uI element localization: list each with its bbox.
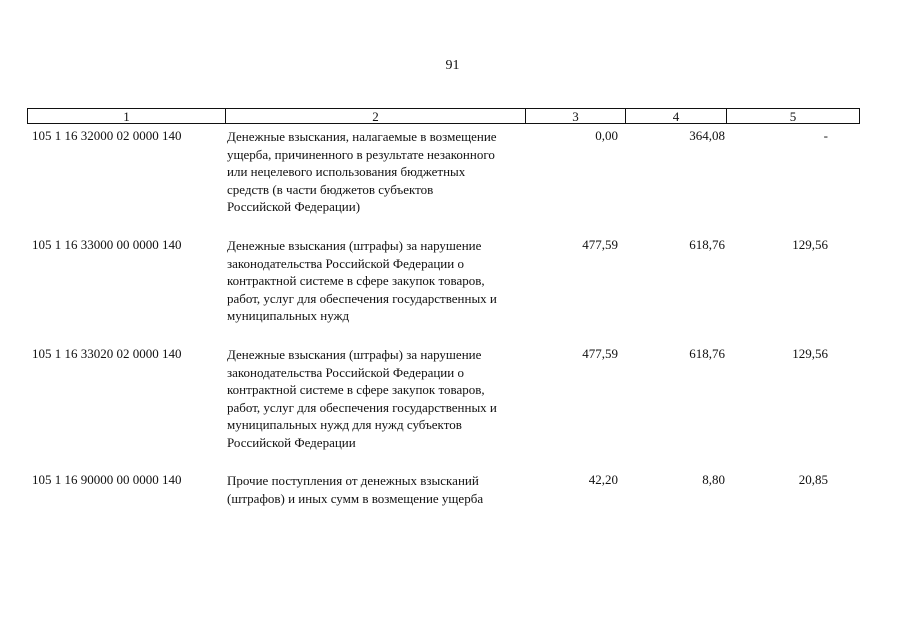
row-name-line: законодательства Российской Федерации о <box>227 255 464 271</box>
row-value-col4: 618,76 <box>689 237 725 252</box>
row-name-line: средств (в части бюджетов субъектов <box>227 181 434 197</box>
row-name-line: Российской Федерации <box>227 434 356 450</box>
row-value-col5: 20,85 <box>798 472 828 487</box>
row-name-line: ущерба, причиненного в результате незаконного <box>227 146 495 162</box>
row-name-line: Денежные взыскания (штрафы) за нарушение <box>227 347 482 362</box>
row-name-line: муниципальных нужд <box>227 308 350 323</box>
row-value-col4: 364,08 <box>689 128 725 143</box>
header-cell-col4: 4 <box>625 108 727 124</box>
row-name-line: (штрафов) и иных сумм в возмещение ущерба <box>227 490 484 506</box>
row-code: 105 1 16 32000 02 0000 140 <box>32 128 182 143</box>
row-value-col4: 8,80 <box>702 472 725 487</box>
row-value-col5: - <box>823 128 828 143</box>
row-code: 105 1 16 90000 00 0000 140 <box>32 472 182 487</box>
row-value-col5: 129,56 <box>792 346 828 361</box>
row-value-col3: 0,00 <box>595 128 618 143</box>
row-code: 105 1 16 33020 02 0000 140 <box>32 346 182 361</box>
table-header <box>27 108 860 126</box>
row-name-line: Денежные взыскания (штрафы) за нарушение <box>227 238 482 253</box>
page-number: 91 <box>445 58 460 73</box>
row-value-col3: 477,59 <box>582 346 618 361</box>
row-name-line: Денежные взыскания, налагаемые в возмещение <box>227 129 497 144</box>
row-name-line: законодательства Российской Федерации о <box>227 364 464 380</box>
header-cell-col3: 3 <box>525 108 626 124</box>
header-cell-col2: 2 <box>225 108 526 124</box>
row-name <box>227 128 527 216</box>
row-name-line: Российской Федерации) <box>227 199 361 214</box>
row-value-col5: 129,56 <box>792 237 828 252</box>
header-cell-col1: 1 <box>27 108 226 124</box>
header-cell-col5: 5 <box>726 108 860 124</box>
row-code: 105 1 16 33000 00 0000 140 <box>32 237 182 252</box>
row-name-line: или нецелевого использования бюджетных <box>227 164 466 179</box>
row-name <box>227 472 527 507</box>
row-name-line: контрактной системе в сфере закупок товаров, <box>227 273 485 288</box>
row-name <box>227 237 527 325</box>
row-name-line: муниципальных нужд для нужд субъектов <box>227 417 462 432</box>
row-value-col3: 42,20 <box>588 472 618 487</box>
row-value-col3: 477,59 <box>582 237 618 252</box>
row-name <box>227 346 527 451</box>
row-name-line: работ, услуг для обеспечения государственных и <box>227 290 497 306</box>
row-name-line: контрактной системе в сфере закупок товаров, <box>227 382 485 397</box>
row-name-line: Прочие поступления от денежных взысканий <box>227 473 479 488</box>
row-name-line: работ, услуг для обеспечения государственных и <box>227 399 497 415</box>
row-value-col4: 618,76 <box>689 346 725 361</box>
